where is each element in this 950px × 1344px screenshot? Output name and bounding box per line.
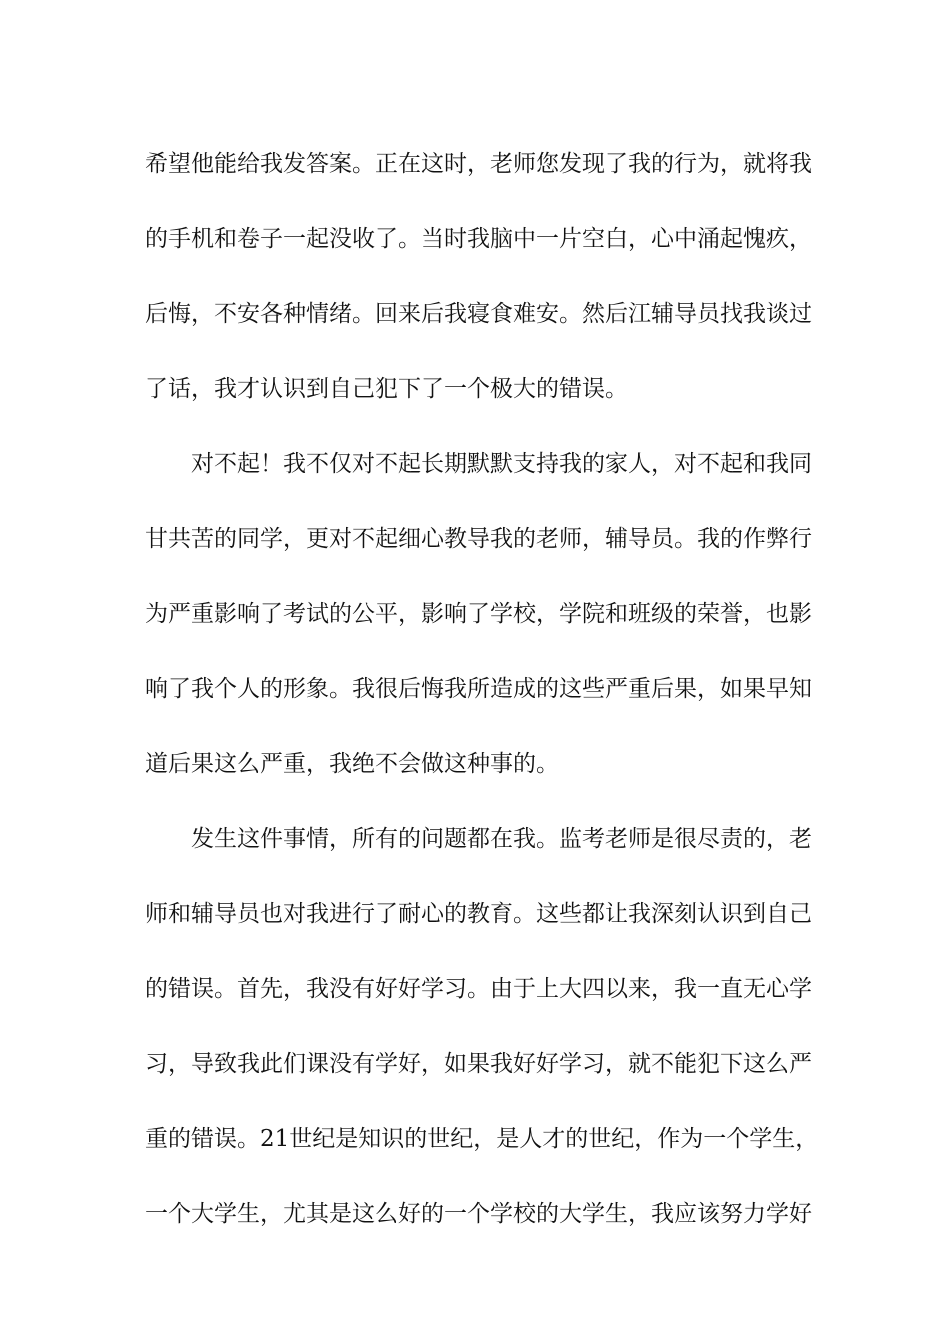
text-line: 习，导致我此们课没有学好，如果我好好学习，就不能犯下这么严 (145, 1051, 812, 1077)
text-line: 重的错误。21世纪是知识的世纪，是人才的世纪，作为一个学生， (145, 1126, 819, 1152)
text-line: 的错误。首先，我没有好好学习。由于上大四以来，我一直无心学 (145, 976, 812, 1002)
text-line: 后悔，不安各种情绪。回来后我寝食难安。然后江辅导员找我谈过 (145, 301, 812, 327)
text-line: 对不起！我不仅对不起长期默默支持我的家人，对不起和我同 (191, 451, 812, 477)
text-line: 道后果这么严重，我绝不会做这种事的。 (145, 751, 559, 777)
text-line: 发生这件事情，所有的问题都在我。监考老师是很尽责的，老 (191, 826, 812, 852)
text-line: 为严重影响了考试的公平，影响了学校，学院和班级的荣誉，也影 (145, 601, 812, 627)
text-line: 响了我个人的形象。我很后悔我所造成的这些严重后果，如果早知 (145, 676, 812, 702)
text-line: 希望他能给我发答案。正在这时，老师您发现了我的行为，就将我 (145, 151, 812, 177)
text-line: 的手机和卷子一起没收了。当时我脑中一片空白，心中涌起愧疚， (145, 226, 812, 252)
text-line: 了话，我才认识到自己犯下了一个极大的错误。 (145, 376, 628, 402)
body-text (145, 127, 819, 1252)
text-line: 甘共苦的同学，更对不起细心教导我的老师，辅导员。我的作弊行 (145, 526, 812, 552)
text-line: 一个大学生，尤其是这么好的一个学校的大学生，我应该努力学好 (145, 1201, 812, 1227)
text-line: 师和辅导员也对我进行了耐心的教育。这些都让我深刻认识到自己 (145, 901, 812, 927)
